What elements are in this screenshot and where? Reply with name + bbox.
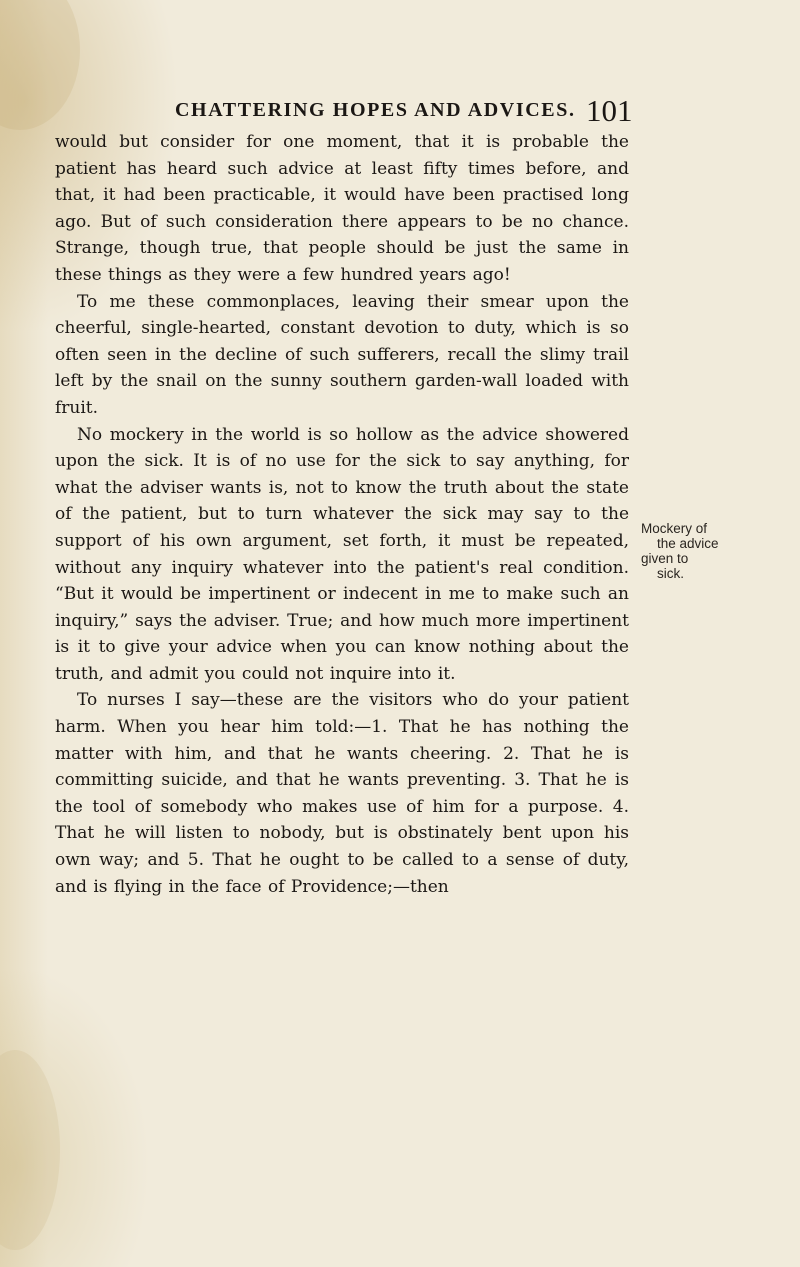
margin-note-line: sick. <box>657 566 684 581</box>
paragraph: To nurses I say—these are the visitors who do your patient harm. When you hear him told:—1. That he has nothing the matter with him, and that he wants cheering. 2. That he is committing suicide, and that he wants preventing. 3. That he is the tool of somebody who makes use of him for a purpose. 4. That he will listen to nobody, but is obstinately bent upon his own way; and 5. That he ought to be called to a sense of duty, and is flying in the face of Providence;—then <box>55 690 629 897</box>
body-text <box>55 129 629 900</box>
running-head <box>0 93 800 133</box>
paragraph: would but consider for one moment, that it is probable the patient has heard such advice at least fifty times before, and that, it had been practicable, it would have been practised long ago. But of such consideration there appears to be no chance. Strange, though true, that people should be just the same in these things as they were a few hundred years ago! <box>55 132 629 285</box>
paper-stain <box>0 1050 60 1250</box>
margin-note <box>641 521 741 581</box>
margin-note-line: Mockery of <box>641 521 708 536</box>
paragraph: To me these commonplaces, leaving their smear upon the cheerful, single-hearted, constant devotion to duty, which is so often seen in the decline of such sufferers, recall the slimy trail left by the snail on the sunny southern garden-wall loaded with fruit. <box>55 291 629 418</box>
margin-note-line: given to <box>641 551 689 566</box>
paragraph: No mockery in the world is so hollow as the advice showered upon the sick. It is of no use for the sick to say anything, for what the adviser wants is, not to know the truth about the state of the patient, but to turn whatever the sick may say to the support of his own argument, set forth, it must be repeated, without any inquiry whatever into the patient's real condition. “But it would be impertinent or indecent in me to make such an inquiry,” says the adviser. True; and how much more impertinent is it to give your advice when you can know nothing about the truth, and admit you could not inquire into it. <box>55 424 629 684</box>
margin-note-line: the advice <box>657 536 719 551</box>
page-number: 101 <box>586 93 633 128</box>
running-title: CHATTERING HOPES AND ADVICES. <box>175 99 576 121</box>
